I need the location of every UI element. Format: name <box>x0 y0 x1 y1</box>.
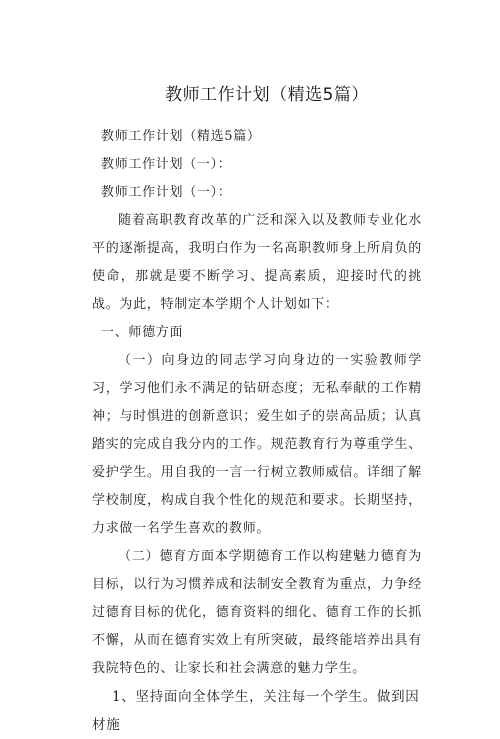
paragraph-subtitle: 教师工作计划（精选5篇） <box>101 129 261 144</box>
paragraph-section-heading-1: 教师工作计划（一）： <box>101 157 232 172</box>
paragraph-ethics-1: （一）向身边的同志学习向身边的一实验教师学习，学习他们永不满足的钻研态度；无私奉献的工作精神；与时惧进的创新意识；爱生如子的崇高品质；认真踏实的完成自我分内的工作。规范教育行为尊重学生、爱护学生。用自我的一言一行树立教师威信。详细了解学校制度，构成自我个性化的规范和要求。长期坚持，力求做一名学生喜欢的教师。 <box>92 353 422 536</box>
paragraph-heading-ethics: 一、师德方面 <box>101 325 184 340</box>
document-body <box>92 123 422 739</box>
document-title: 教师工作计划（精选5篇） <box>165 85 369 105</box>
paragraph-intro: 随着高职教育改革的广泛和深入以及教师专业化水平的逐渐提高，我明白作为一名高职教师身上所肩负的使命，那就是要不断学习、提高素质，迎接时代的挑战。为此，特制定本学期个人计划如下： <box>92 213 422 312</box>
paragraph-section-heading-2: 教师工作计划（一）： <box>101 185 232 200</box>
paragraph-item-1: 1、坚持面向全体学生，关注每一个学生。做到因材施 <box>92 689 420 733</box>
paragraph-ethics-2: （二）德育方面本学期德育工作以构建魅力德育为目标，以行为习惯养成和法制安全教育为重点，力争经过德育目标的优化，德育资料的细化、德育工作的长抓不懈，从而在德育实效上有所突破，最终能培养出具有我院特色的、让家长和社会满意的魅力学生。 <box>92 549 422 676</box>
